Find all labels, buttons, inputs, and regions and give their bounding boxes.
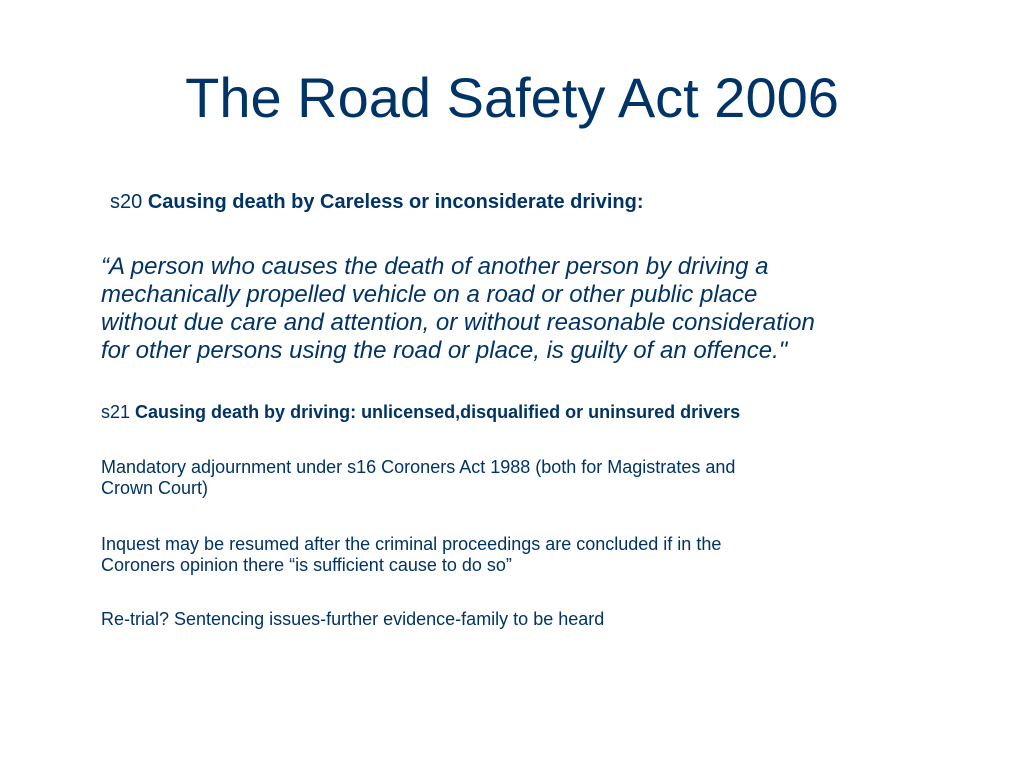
paragraph-line: Coroners opinion there “is sufficient cause to do so” <box>101 555 512 575</box>
paragraph-line: Inquest may be resumed after the criminal proceedings are concluded if in the <box>101 534 722 554</box>
s21-section-number: s21 <box>101 402 131 422</box>
s20-section-heading <box>110 188 644 216</box>
paragraph-line: Crown Court) <box>101 478 209 498</box>
s20-section-number: s20 <box>110 191 143 213</box>
quote-line: mechanically propelled vehicle on a road or other public place <box>101 281 758 308</box>
quote-line: for other persons using the road or place, is guilty of an offence." <box>101 337 788 364</box>
s21-heading-text: Causing death by driving: unlicensed,disqualified or uninsured drivers <box>135 402 741 422</box>
s20-quote <box>101 253 981 365</box>
mandatory-adjournment-paragraph <box>101 457 981 499</box>
paragraph-line: Mandatory adjournment under s16 Coroners Act 1988 (both for Magistrates and <box>101 457 736 477</box>
quote-line: “A person who causes the death of another person by driving a <box>101 253 769 280</box>
s20-heading-text: Causing death by Careless or inconsiderate driving: <box>147 191 644 213</box>
slide-title: The Road Safety Act 2006 <box>185 66 839 129</box>
paragraph-line: Re-trial? Sentencing issues-further evidence-family to be heard <box>101 609 605 629</box>
quote-line: without due care and attention, or without reasonable consideration <box>101 309 815 336</box>
s21-section-heading <box>101 399 740 425</box>
retrial-paragraph <box>101 609 981 630</box>
inquest-resumed-paragraph <box>101 534 981 576</box>
